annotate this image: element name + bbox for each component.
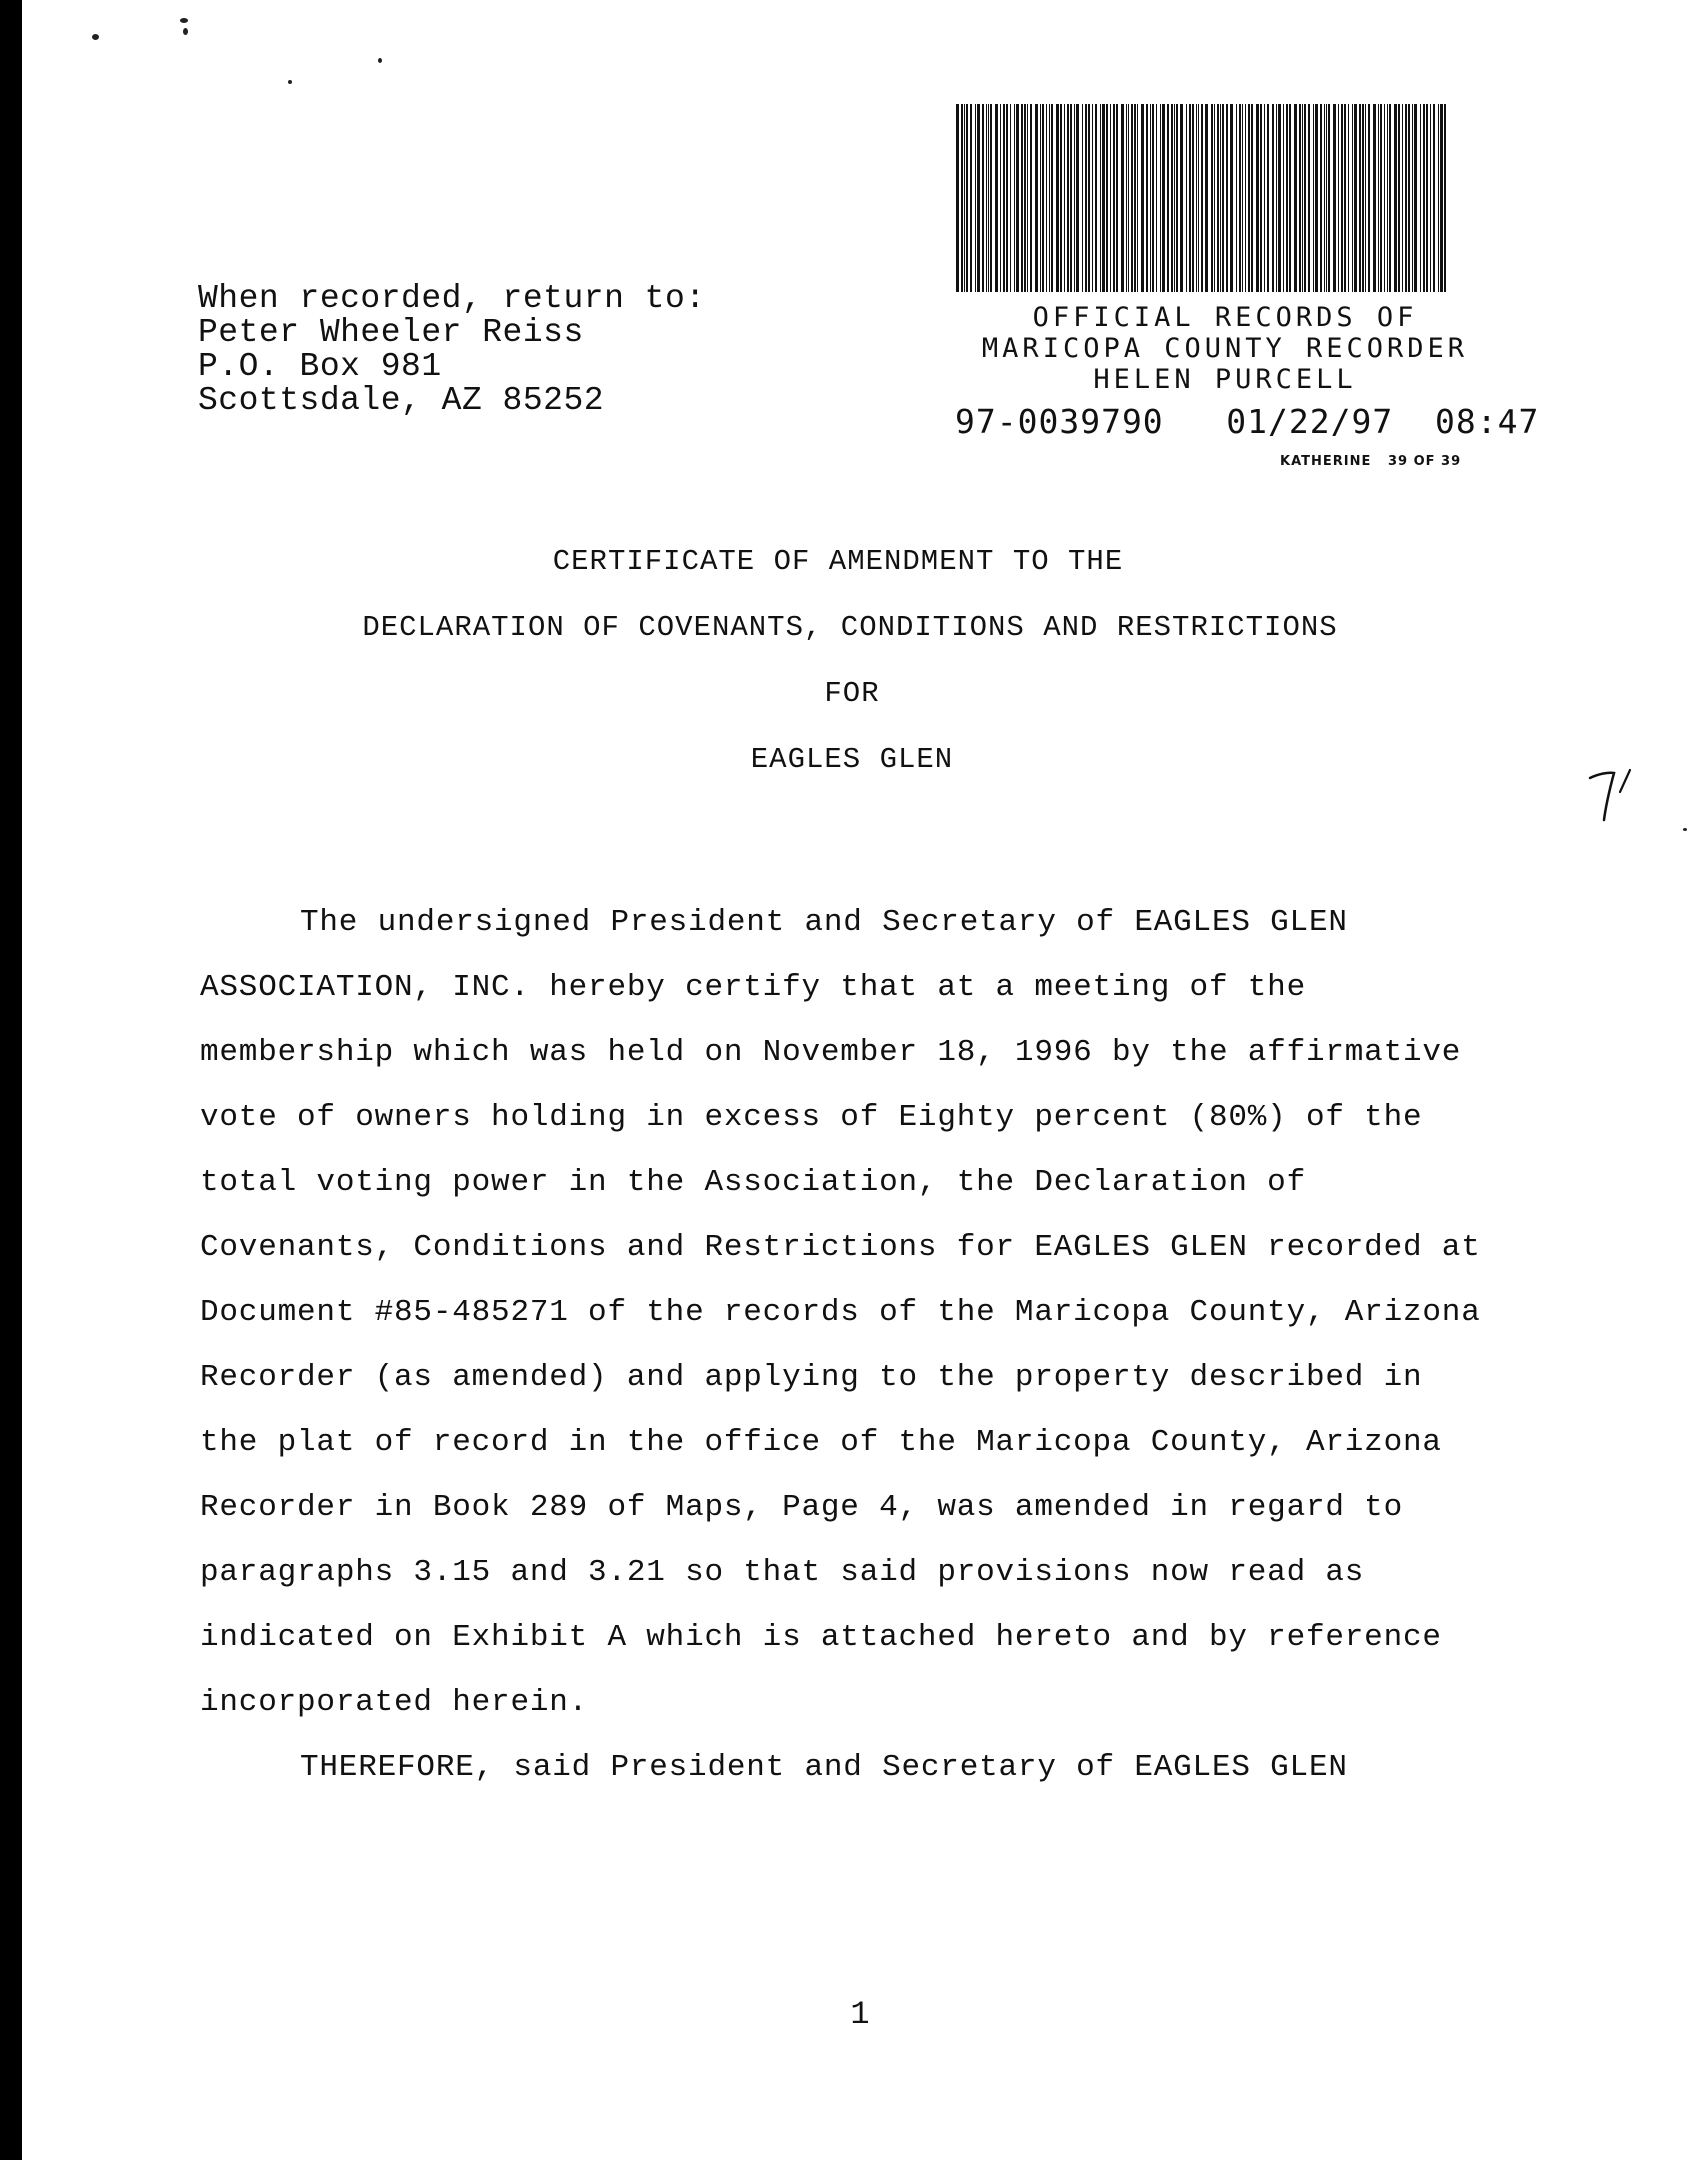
barcode-bar — [1192, 104, 1194, 292]
handwritten-mark — [1584, 756, 1654, 836]
barcode-bar — [1344, 104, 1346, 292]
recording-info — [955, 402, 1540, 441]
scan-speck — [183, 28, 188, 35]
barcode-bar — [1260, 104, 1262, 292]
barcode-bar — [1354, 104, 1357, 292]
barcode-bar — [975, 104, 976, 292]
barcode-bar — [1082, 104, 1083, 292]
return-address — [198, 282, 706, 418]
barcode-bar — [1085, 104, 1087, 292]
body-line: paragraphs 3.15 and 3.21 so that said provisions now read as — [200, 1555, 1365, 1590]
return-address-line: When recorded, return to: — [198, 280, 706, 317]
barcode-bar — [1256, 104, 1259, 292]
barcode-bar — [1338, 104, 1339, 292]
body-line: total voting power in the Association, the Declaration of — [200, 1165, 1306, 1200]
barcode-bar — [1394, 104, 1397, 292]
barcode-bar — [1433, 104, 1435, 292]
title-line: DECLARATION OF COVENANTS, CONDITIONS AND RESTRICTIONS — [362, 611, 1338, 644]
barcode-bar — [961, 104, 963, 292]
recorder-stamp-line: MARICOPA COUNTY RECORDER — [981, 333, 1469, 364]
barcode-bar — [982, 104, 984, 292]
barcode-bar — [1167, 104, 1169, 292]
barcode-bar — [1040, 104, 1041, 292]
barcode-bar — [1095, 104, 1097, 292]
title-line: EAGLES GLEN — [750, 743, 954, 776]
barcode-bar — [1116, 104, 1118, 292]
barcode-bar — [1196, 104, 1197, 292]
barcode-bar — [1226, 104, 1228, 292]
barcode-bar — [1064, 104, 1065, 292]
barcode-bar — [1426, 104, 1428, 292]
barcode-bar — [1010, 104, 1011, 292]
barcode-bar — [988, 104, 989, 292]
barcode-bar — [1102, 104, 1105, 292]
barcode-bar — [1046, 104, 1047, 292]
barcode-bar — [1076, 104, 1079, 292]
barcode-bar — [1440, 104, 1443, 292]
barcode-bar — [1174, 104, 1175, 292]
barcode-bar — [1242, 104, 1243, 292]
barcode-bar — [1420, 104, 1421, 292]
barcode-bar — [1320, 104, 1322, 292]
scan-edge — [0, 0, 22, 2160]
barcode-bar — [1373, 104, 1376, 292]
barcode-bar — [1162, 104, 1165, 292]
barcode-bar — [986, 104, 987, 292]
barcode-bar — [1171, 104, 1173, 292]
barcode-bar — [1176, 104, 1178, 292]
barcode-bar — [1092, 104, 1093, 292]
barcode-bar — [1251, 104, 1253, 292]
barcode-bar — [1405, 104, 1407, 292]
barcode-bar — [1272, 104, 1274, 292]
scan-speck — [92, 34, 99, 40]
barcode-bar — [1211, 104, 1213, 292]
barcode-bar — [1313, 104, 1314, 292]
barcode-bar — [1003, 104, 1005, 292]
barcode-bar — [1160, 104, 1161, 292]
barcode-bar — [1121, 104, 1124, 292]
barcode-bar — [1067, 104, 1069, 292]
barcode-bar — [1302, 104, 1303, 292]
barcode-bar — [1267, 104, 1269, 292]
barcode-bar — [1198, 104, 1199, 292]
document-number: 97-0039790 — [955, 402, 1164, 441]
barcode-bar — [1201, 104, 1203, 292]
barcode-bar — [1352, 104, 1353, 292]
barcode-bar — [1408, 104, 1410, 292]
return-address-line: Peter Wheeler Reiss — [198, 314, 584, 351]
scan-speck — [180, 18, 188, 23]
recording-time: 08:47 — [1435, 402, 1540, 441]
recorder-stamp — [940, 302, 1510, 395]
barcode-bar — [995, 104, 998, 292]
barcode-bar — [1222, 104, 1224, 292]
barcode-bar — [1150, 104, 1151, 292]
body-line: Recorder in Book 289 of Maps, Page 4, was amended in regard to — [200, 1490, 1403, 1525]
barcode-bar — [1141, 104, 1144, 292]
barcode-bar — [1113, 104, 1115, 292]
barcode-bar — [1000, 104, 1001, 292]
barcode-bar — [1324, 104, 1325, 292]
barcode-bar — [1030, 104, 1032, 292]
barcode-bar — [1035, 104, 1038, 292]
barcode-bar — [956, 104, 959, 292]
recorder-stamp-line: OFFICIAL RECORDS OF — [1032, 302, 1418, 333]
barcode-bar — [1444, 104, 1446, 292]
barcode-bar — [1359, 104, 1361, 292]
barcode-bar — [1180, 104, 1183, 292]
barcode-bar — [1341, 104, 1343, 292]
barcode-bar — [1146, 104, 1148, 292]
barcode-bar — [1328, 104, 1330, 292]
document-title — [0, 540, 1696, 804]
body-line: The undersigned President and Secretary of EAGLES GLEN — [300, 905, 1348, 940]
barcode-bar — [1289, 104, 1291, 292]
return-address-line: P.O. Box 981 — [198, 348, 442, 385]
barcode-bar — [1294, 104, 1297, 292]
barcode-bar — [1414, 104, 1417, 292]
barcode-bar — [966, 104, 968, 292]
barcode-bar — [1131, 104, 1133, 292]
barcode-bar — [1106, 104, 1108, 292]
certificate-body — [200, 898, 1520, 1808]
body-line: ASSOCIATION, INC. hereby certify that at a meeting of the — [200, 970, 1306, 1005]
barcode-bar — [1402, 104, 1403, 292]
page-number: 1 — [850, 1996, 870, 2033]
barcode-bar — [1217, 104, 1219, 292]
clerk-name: KATHERINE — [1280, 454, 1372, 469]
barcode-bar — [1016, 104, 1019, 292]
barcode-bar — [1384, 104, 1385, 292]
barcode-bar — [1308, 104, 1310, 292]
page-count: 39 OF 39 — [1387, 454, 1462, 469]
body-line: Recorder (as amended) and applying to the property described in — [200, 1360, 1423, 1395]
barcode-bar — [1220, 104, 1221, 292]
barcode-bar — [1027, 104, 1028, 292]
barcode-bar — [1299, 104, 1301, 292]
barcode-bar — [1286, 104, 1288, 292]
barcode-bar — [1014, 104, 1015, 292]
barcode-bar — [1430, 104, 1431, 292]
scan-speck — [378, 58, 382, 63]
recorder-stamp-line: HELEN PURCELL — [1093, 364, 1357, 395]
barcode-bar — [1387, 104, 1388, 292]
body-line: membership which was held on November 18, 1996 by the affirmative — [200, 1035, 1462, 1070]
barcode-bar — [1380, 104, 1382, 292]
barcode-bar — [964, 104, 965, 292]
body-line: vote of owners holding in excess of Eighty percent (80%) of the — [200, 1100, 1423, 1135]
barcode-bar — [1245, 104, 1246, 292]
barcode-bar — [1134, 104, 1136, 292]
barcode-bar — [1152, 104, 1154, 292]
barcode-bar — [1412, 104, 1413, 292]
barcode-bar — [1051, 104, 1053, 292]
barcode-bar — [1021, 104, 1023, 292]
body-line: Document #85-485271 of the records of the Maricopa County, Arizona — [200, 1295, 1481, 1330]
body-line: Covenants, Conditions and Restrictions for EAGLES GLEN recorded at — [200, 1230, 1481, 1265]
barcode-bar — [1248, 104, 1250, 292]
barcode-bar — [1365, 104, 1366, 292]
barcode-bar — [1156, 104, 1157, 292]
barcode-bar — [1128, 104, 1129, 292]
body-line: indicated on Exhibit A which is attached hereto and by reference — [200, 1620, 1442, 1655]
barcode-bar — [1304, 104, 1306, 292]
barcode-bar — [1088, 104, 1090, 292]
barcode-bar — [977, 104, 980, 292]
barcode-bar — [1378, 104, 1379, 292]
scan-speck — [1683, 828, 1687, 831]
barcode-bar — [1024, 104, 1026, 292]
clerk-info — [1280, 454, 1461, 469]
barcode-bar — [990, 104, 992, 292]
barcode-bar — [1315, 104, 1318, 292]
barcode-bar — [1326, 104, 1327, 292]
body-line: the plat of record in the office of the Maricopa County, Arizona — [200, 1425, 1442, 1460]
body-line: incorporated herein. — [200, 1685, 589, 1720]
barcode-bar — [1126, 104, 1127, 292]
barcode-bar — [1060, 104, 1062, 292]
barcode-bar — [1362, 104, 1364, 292]
barcode-bar — [1398, 104, 1400, 292]
recording-barcode — [956, 104, 1450, 292]
barcode-bar — [1239, 104, 1241, 292]
barcode-bar — [1189, 104, 1191, 292]
barcode-bar — [1214, 104, 1215, 292]
barcode-bar — [1230, 104, 1233, 292]
barcode-bar — [1333, 104, 1336, 292]
barcode-bar — [1006, 104, 1008, 292]
barcode-bar — [1049, 104, 1050, 292]
barcode-bar — [1074, 104, 1075, 292]
title-line: CERTIFICATE OF AMENDMENT TO THE — [552, 545, 1124, 578]
body-line: THEREFORE, said President and Secretary of EAGLES GLEN — [300, 1750, 1348, 1785]
barcode-bar — [1423, 104, 1425, 292]
barcode-bar — [970, 104, 972, 292]
barcode-bar — [1137, 104, 1138, 292]
barcode-bar — [1042, 104, 1044, 292]
barcode-bar — [1100, 104, 1101, 292]
barcode-bar — [1186, 104, 1187, 292]
barcode-bar — [1110, 104, 1111, 292]
barcode-bar — [1368, 104, 1370, 292]
barcode-bar — [1070, 104, 1072, 292]
barcode-bar — [1389, 104, 1391, 292]
barcode-bar — [1276, 104, 1277, 292]
barcode-bar — [1438, 104, 1439, 292]
barcode-bar — [1278, 104, 1281, 292]
barcode-bar — [1205, 104, 1208, 292]
return-address-line: Scottsdale, AZ 85252 — [198, 382, 605, 419]
scan-speck — [288, 80, 292, 84]
barcode-bar — [1236, 104, 1237, 292]
title-line: FOR — [824, 677, 880, 710]
barcode-bar — [1264, 104, 1265, 292]
barcode-bar — [1056, 104, 1059, 292]
barcode-bar — [1348, 104, 1349, 292]
barcode-bar — [1283, 104, 1284, 292]
recording-date: 01/22/97 — [1226, 402, 1394, 441]
